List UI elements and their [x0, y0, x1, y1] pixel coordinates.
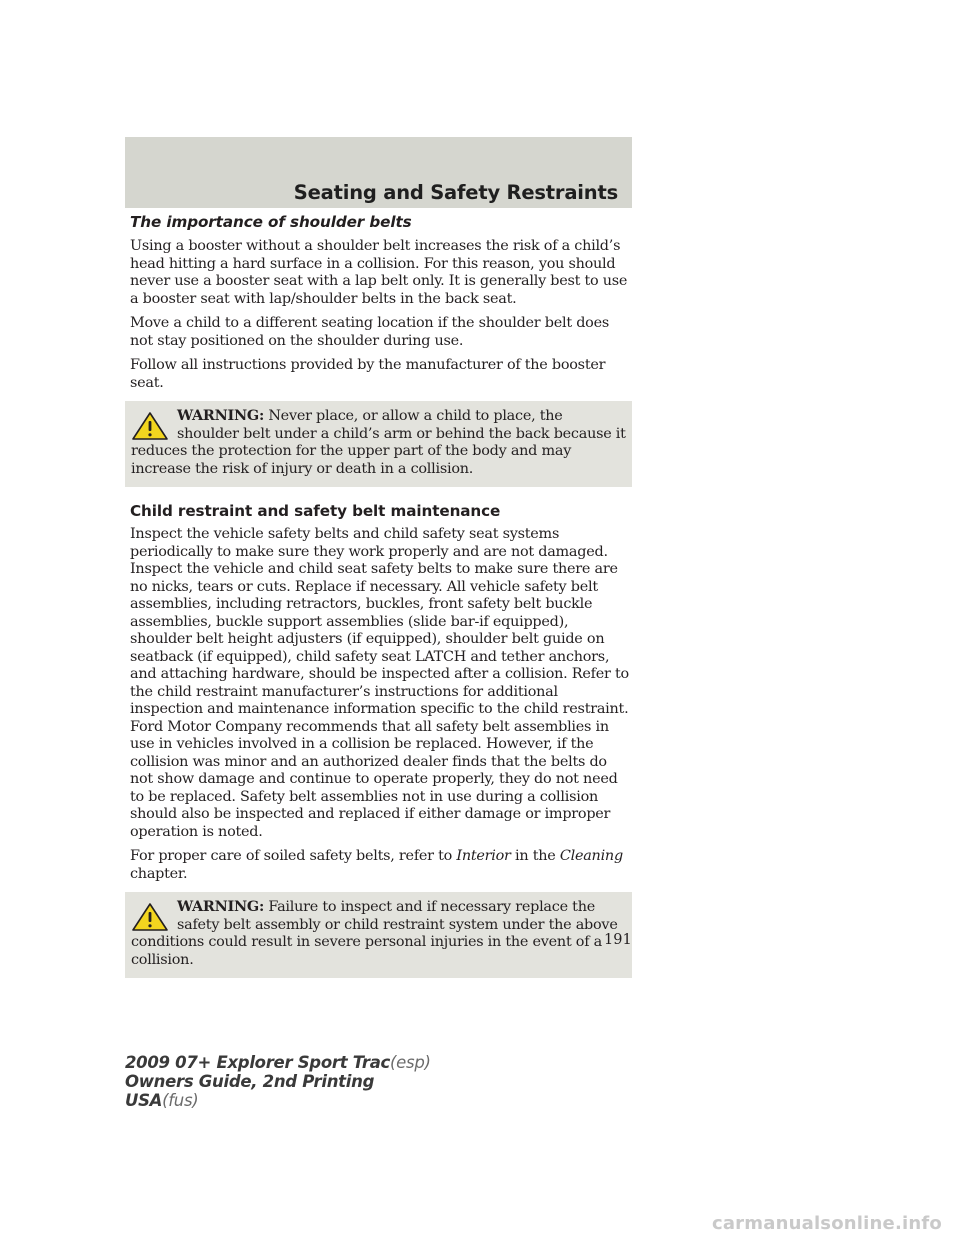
paragraph: Inspect the vehicle safety belts and child safety seat systems periodically to make sure they work properly and are not damaged. Inspect the vehicle and child seat safety belts to make sure there are no nicks, tears or cuts. Replace if necessary. All vehicle safety belt assemblies, including retractors, buckles, front safety belt buckle assemblies, buckle support assemblies (slide bar-if equipped), shoulder belt height adjusters (if equipped), shoulder belt guide on seatback (if equipped), child safety seat LATCH and tether anchors, and attaching hardware, should be inspected after a collision. Refer to the child restraint manufacturer’s instructions for additional inspection and maintenance information specific to the child restraint. Ford Motor Company recommends that all safety belt assemblies in use in vehicles involved in a collision be replaced. However, if the collision was minor and an authorized dealer finds that the belts do not show damage and continue to operate properly, they do not need to be replaced. Safety belt assemblies not in use during a collision should also be inspected and replaced if either damage or improper operation is noted.	[130, 526, 629, 840]
warning-box	[125, 892, 632, 978]
care-middle: in the	[510, 848, 560, 864]
footer-model-code: (esp)	[390, 1053, 431, 1072]
page-number: 191	[604, 932, 632, 948]
footer-market: USA	[125, 1091, 163, 1110]
warning-triangle-icon	[131, 902, 169, 932]
warning-label: WARNING:	[177, 898, 265, 915]
interior-reference: Interior	[456, 848, 511, 864]
page-header-title: Seating and Safety Restraints	[293, 181, 618, 204]
warning-text: Failure to inspect and if necessary replace the safety belt assembly or child restraint system under the above conditions could result in severe personal injuries in the event of a collision.	[131, 899, 618, 968]
footer-line-1	[125, 1053, 431, 1072]
care-suffix: chapter.	[130, 865, 188, 882]
paragraph: Follow all instructions provided by the manufacturer of the booster seat.	[130, 357, 606, 391]
section-heading-maintenance: Child restraint and safety belt maintenance	[130, 502, 501, 520]
footer-line-3	[125, 1091, 431, 1110]
section-heading-shoulder-belts: The importance of shoulder belts	[130, 213, 412, 231]
footer	[125, 1053, 431, 1110]
watermark: carmanualsonline.info	[711, 1213, 942, 1234]
warning-label: WARNING:	[177, 407, 265, 424]
footer-line-2: Owners Guide, 2nd Printing	[125, 1072, 375, 1091]
care-paragraph	[130, 848, 632, 883]
warning-text: Never place, or allow a child to place, the shoulder belt under a child’s arm or behind the back because it reduces the protection for the upper part of the body and may increase the risk of injury or death in a collision.	[131, 408, 626, 477]
warning-triangle-icon	[131, 411, 169, 441]
warning-box	[125, 401, 632, 487]
header-band	[125, 137, 632, 208]
paragraph: Move a child to a different seating location if the shoulder belt does not stay positioned on the shoulder during use.	[130, 315, 609, 349]
paragraph: Using a booster without a shoulder belt increases the risk of a child’s head hitting a hard surface in a collision. For this reason, you should never use a booster seat with a lap belt only. It is generally best to use a booster seat with lap/shoulder belts in the back seat.	[130, 238, 628, 307]
footer-model: 2009 07+ Explorer Sport Trac	[125, 1053, 391, 1072]
care-prefix: For proper care of soiled safety belts, refer to	[130, 848, 457, 864]
footer-market-code: (fus)	[162, 1091, 199, 1110]
cleaning-reference: Cleaning	[559, 848, 623, 864]
main-content	[125, 212, 632, 978]
